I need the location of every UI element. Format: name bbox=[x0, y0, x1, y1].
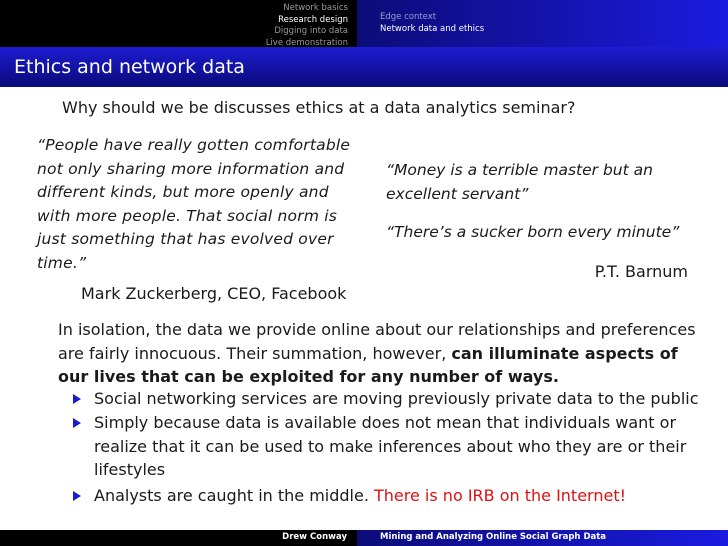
summary-emphasis: can illuminate aspects of our lives that can be exploited for any number of ways. bbox=[58, 343, 678, 386]
nav-section-network-basics[interactable]: Network basics bbox=[283, 3, 348, 13]
bullet-emphasis: There is no IRB on the Internet! bbox=[374, 486, 627, 505]
bullet-triangle-icon bbox=[73, 394, 81, 404]
barnum-quote-money bbox=[386, 159, 686, 206]
zuckerberg-attribution: Mark Zuckerberg, CEO, Facebook bbox=[81, 284, 347, 303]
bullet-text bbox=[94, 484, 711, 508]
barnum-quote-money-text: Money is a terrible master but an excellent servant bbox=[386, 161, 653, 203]
open-quote-mark: “ bbox=[386, 223, 395, 241]
nav-section-digging-into-data[interactable]: Digging into data bbox=[274, 26, 348, 36]
zuckerberg-quote-text: People have really gotten comfortable not only sharing more information and different kinds, but more openly and with more people. That social norm is just something that has evolved over time. bbox=[37, 136, 351, 272]
bullet-text: Social networking services are moving previously private data to the public bbox=[94, 389, 699, 408]
barnum-quote-sucker-text: There’s a sucker born every minute bbox=[394, 223, 672, 241]
section-navigation-bar bbox=[0, 0, 728, 47]
nav-section-research-design[interactable]: Research design bbox=[278, 14, 348, 25]
summary-paragraph bbox=[58, 318, 708, 389]
bullet-triangle-icon bbox=[73, 418, 81, 428]
close-quote-mark: ” bbox=[520, 184, 529, 203]
frame-title-bar bbox=[0, 47, 728, 87]
lead-question: Why should we be discusses ethics at a data analytics seminar? bbox=[62, 98, 576, 117]
nav-subsection-network-data-ethics[interactable]: Network data and ethics bbox=[380, 24, 485, 34]
open-quote-mark: “ bbox=[37, 136, 46, 154]
list-item bbox=[71, 484, 711, 508]
bullet-text-main: Analysts are caught in the middle. bbox=[94, 486, 375, 505]
section-list bbox=[0, 3, 357, 49]
list-item bbox=[71, 411, 711, 482]
frame-title: Ethics and network data bbox=[14, 56, 245, 78]
footer-title: Mining and Analyzing Online Social Graph Data bbox=[380, 532, 607, 542]
barnum-attribution: P.T. Barnum bbox=[594, 262, 688, 281]
footer-title-box bbox=[357, 530, 728, 546]
zuckerberg-quote bbox=[37, 134, 352, 275]
bullet-text: Simply because data is available does not mean that individuals want or realize that it can be used to make inferences about who they are or their lifestyles bbox=[94, 413, 687, 479]
footer-author-box bbox=[0, 530, 357, 546]
open-quote-mark: “ bbox=[386, 161, 395, 179]
nav-section-live-demonstration[interactable]: Live demonstration bbox=[265, 37, 348, 48]
barnum-quote-sucker bbox=[386, 223, 679, 241]
list-item bbox=[71, 387, 711, 411]
footer-author: Drew Conway bbox=[282, 532, 347, 542]
summary-text: In isolation, the data we provide online about our relationships and preferences are fairly innocuous. Their summation, however, bbox=[58, 320, 696, 363]
bullet-triangle-icon bbox=[73, 491, 81, 501]
close-quote-mark: ” bbox=[671, 223, 680, 241]
nav-subsection-edge-context[interactable]: Edge context bbox=[380, 12, 437, 22]
close-quote-mark: ” bbox=[77, 253, 87, 272]
subsection-list bbox=[357, 0, 728, 47]
footer-bar bbox=[0, 530, 728, 546]
